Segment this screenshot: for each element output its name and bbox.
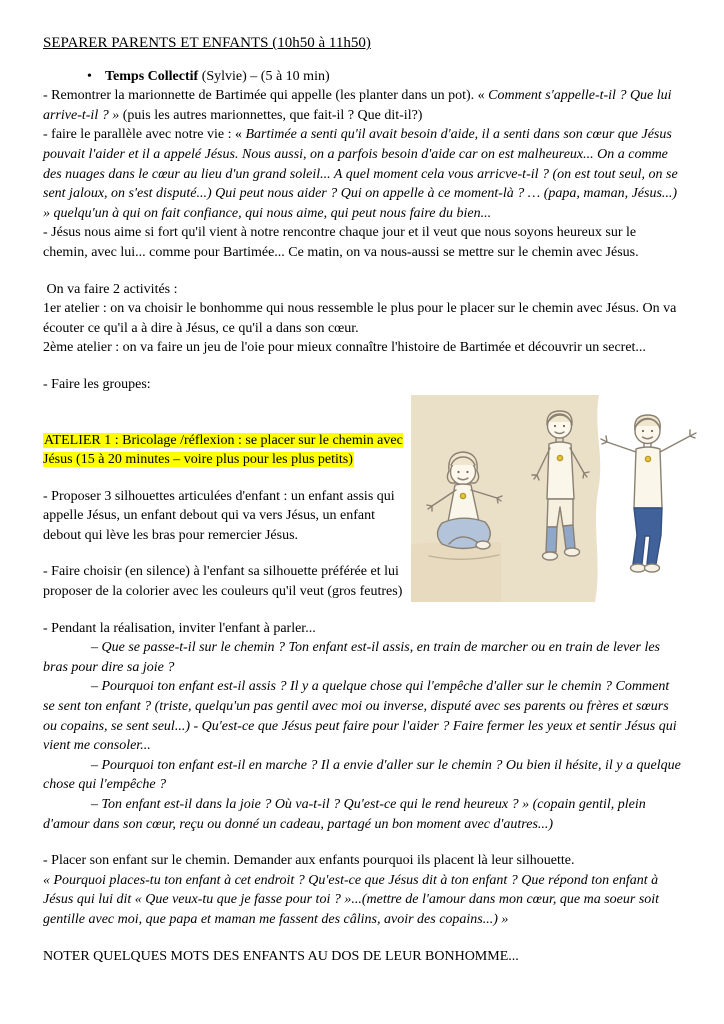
children-illustration-image bbox=[411, 395, 704, 602]
paragraph-atelier1-desc: 1er atelier : on va choisir le bonhomme qui nous ressemble le plus pour le placer sur le chemin avec Jésus. On va écouter ce qu'il a à dire à Jésus, ce qu'il a dans son cœur. bbox=[43, 301, 677, 336]
children-drawing-svg bbox=[411, 395, 704, 602]
paragraph-deux-activites: On va faire 2 activités : bbox=[43, 281, 178, 297]
paragraph-proposer-silhouettes: - Proposer 3 silhouettes articulées d'enfant : un enfant assis qui appelle Jésus, un enfant debout qui va vers Jésus, un enfant debout qui lève les bras pour remercier Jésus. bbox=[43, 488, 395, 543]
atelier1-highlight-heading bbox=[43, 431, 407, 470]
spacer bbox=[43, 602, 681, 619]
spacer bbox=[43, 263, 681, 280]
question-item: – Que se passe-t-il sur le chemin ? Ton enfant est-il assis, en train de marcher ou en train de lever les bras pour dire sa joie ? bbox=[43, 640, 660, 675]
section-heading-temps-collectif bbox=[43, 67, 681, 87]
spacer bbox=[43, 470, 407, 487]
document-page bbox=[43, 34, 681, 966]
spacer bbox=[43, 930, 681, 947]
highlighted-text: ATELIER 1 : Bricolage /réflexion : se placer sur le chemin avec Jésus (15 à 20 minutes – voire plus pour les plus petits) bbox=[43, 432, 403, 468]
paragraph-noter-mots: NOTER QUELQUES MOTS DES ENFANTS AU DOS DE LEUR BONHOMME... bbox=[43, 948, 519, 964]
atelier1-section bbox=[43, 431, 681, 602]
spacer bbox=[43, 54, 681, 67]
paragraph-marionnette: - Remontrer la marionnette de Bartimée qui appelle (les planter dans un pot). « Comment s'appelle-t-il ? Que lui arrive-t-il ? » (puis les autres marionnettes, que fait-il ? Que dit-il?) bbox=[43, 88, 672, 123]
page-title: SEPARER PARENTS ET ENFANTS (10h50 à 11h50) bbox=[43, 35, 371, 51]
spacer bbox=[43, 358, 681, 375]
paragraph-citation-pourquoi: « Pourquoi places-tu ton enfant à cet endroit ? Qu'est-ce que Jésus dit à ton enfant ? Que répond ton enfant à Jésus qui lui dit « Que veux-tu que je fasse pour toi ? »...(mettre de l'amour dans mon cœur, que ma soeur soit gentille avec moi, que papa et maman me fassent des câlins, avoir des copains...) » bbox=[43, 872, 660, 927]
spacer bbox=[43, 834, 681, 851]
spacer bbox=[43, 545, 407, 562]
atelier1-text-column bbox=[43, 431, 407, 602]
question-item: – Ton enfant est-il dans la joie ? Où va-t-il ? Qu'est-ce qui le rend heureux ? » (copain gentil, plein d'amour dans son cœur, reçu ou donné un cadeau, partagé un bon moment avec d'autres...) bbox=[43, 797, 646, 832]
paragraph-placer-enfant: - Placer son enfant sur le chemin. Demander aux enfants pourquoi ils placent là leur silhouette. bbox=[43, 853, 575, 869]
paragraph-parallele: - faire le parallèle avec notre vie : « Bartimée a senti qu'il avait besoin d'aide, il a senti dans son cœur que Jésus pouvait l'aider et il a appelé Jésus. Nous aussi, on a parfois besoin d'aide car on est malheureux... On a comme des nuages dans le cœur au lieu d'un grand soleil... A quel moment cela vous arricve-t-il ? (on est tout seul, on se sent jaloux, on s'est disputé...) Qui peut nous aider ? Qui on appelle à ce moment-là ? … (papa, maman, Jésus...) » quelqu'un à qui on fait confiance, qui nous aime, qui peut nous faire du bien... bbox=[43, 127, 678, 221]
question-item: – Pourquoi ton enfant est-il assis ? Il y a quelque chose qui l'empêche d'aller sur le chemin ? Comment se sent ton enfant ? (triste, quelqu'un pas gentil avec moi ou inverse, disputé avec ses parents ou frères et sœurs ou copains, se sent seul...) - Qu'est-ce que Jésus peut faire pour l'aider ? Faire fermer les yeux et sentir Jésus qui vient me consoler... bbox=[43, 679, 677, 754]
paragraph-pendant-realisation: - Pendant la réalisation, inviter l'enfant à parler... bbox=[43, 620, 316, 636]
paragraph-atelier2-desc: 2ème atelier : on va faire un jeu de l'oie pour mieux connaître l'histoire de Bartimée et découvrir un secret... bbox=[43, 340, 646, 356]
paragraph-groupes: - Faire les groupes: bbox=[43, 376, 151, 392]
paragraph-jesus-aime: - Jésus nous aime si fort qu'il vient à notre rencontre chaque jour et il veut que nous soyons heureux sur le chemin, avec lui... comme pour Bartimée... Ce matin, on va nous-aussi se mettre sur le chemin avec Jésus. bbox=[43, 225, 639, 260]
section-heading-text: Temps Collectif (Sylvie) – (5 à 10 min) bbox=[105, 68, 330, 84]
question-item: – Pourquoi ton enfant est-il en marche ? Il a envie d'aller sur le chemin ? Ou bien il hésite, il y a quelque chose qui l'empêche ? bbox=[43, 757, 681, 793]
list-bullet-icon: • bbox=[87, 68, 92, 84]
paragraph-faire-choisir: - Faire choisir (en silence) à l'enfant sa silhouette préférée et lui proposer de la colorier avec les couleurs qu'il veut (gros feutres) bbox=[43, 564, 403, 600]
